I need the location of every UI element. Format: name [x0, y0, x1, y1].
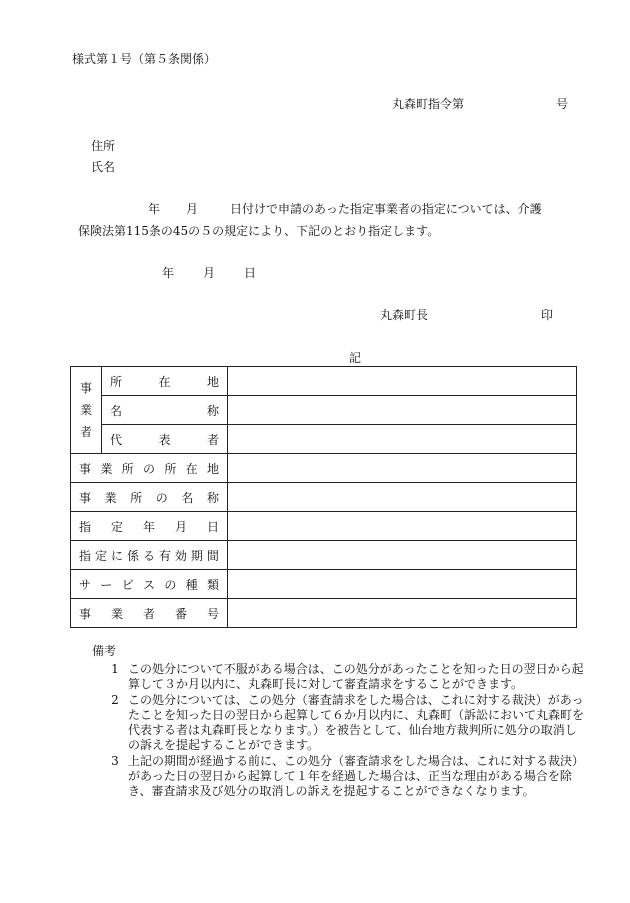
note-item [92, 693, 588, 753]
value-cell-service-type[interactable] [228, 570, 577, 599]
label-char: ス [142, 577, 155, 592]
value-cell-designation-date[interactable] [228, 512, 577, 541]
operator-group-char: 者 [79, 425, 92, 439]
row-label-office-name [71, 483, 228, 512]
value-cell-validity-period[interactable] [228, 541, 577, 570]
body-line1: 日付けで申請のあった指定事業者の指定については、介護 [230, 202, 542, 216]
document-number [392, 95, 569, 112]
label-char: 期 [190, 548, 203, 563]
label-char: 効 [174, 548, 187, 563]
label-char: の [155, 490, 168, 505]
label-char: 定 [94, 548, 107, 563]
label-char: 日 [206, 519, 219, 534]
table-row [71, 425, 577, 454]
note-number: 3 [111, 754, 119, 768]
date-month: 月 [203, 266, 216, 280]
label-char: 代 [110, 432, 123, 447]
label-char: 有 [158, 548, 171, 563]
body-line2: 保険法第115条の45の５の規定により、下記のとおり指定します。 [78, 224, 440, 238]
address-label: 住所 [91, 139, 116, 153]
row-label-operator-number [71, 599, 228, 628]
label-char: 定 [110, 519, 123, 534]
label-char: 指 [79, 519, 92, 534]
label-char: 号 [206, 606, 219, 621]
label-char: 年 [142, 519, 155, 534]
label-char: 表 [158, 432, 171, 447]
table-row [71, 483, 577, 512]
notes-section [92, 642, 588, 799]
label-char: ー [100, 577, 113, 592]
label-char: 者 [206, 432, 219, 447]
doc-number-suffix: 号 [556, 97, 569, 111]
row-label-designation-date [71, 512, 228, 541]
label-char: 業 [104, 490, 117, 505]
table-row [71, 570, 577, 599]
label-char: ビ [121, 577, 134, 592]
notes-title: 備考 [92, 644, 117, 658]
form-label: 様式第１号（第５条関係） [72, 52, 217, 66]
label-char: の [164, 577, 177, 592]
label-char: 在 [185, 461, 198, 476]
row-label-service-type [71, 570, 228, 599]
label-char: 指 [79, 548, 92, 563]
value-cell-office-location[interactable] [228, 454, 577, 483]
label-char: 業 [110, 606, 123, 621]
label-char: の [142, 461, 155, 476]
doc-number-prefix: 丸森町指令第 [392, 97, 465, 111]
label-char: 間 [206, 548, 219, 563]
label-char: 所 [121, 461, 134, 476]
table-row [71, 454, 577, 483]
note-text: この処分については、この処分（審査請求をした場合は、これに対する裁決）があったことを知った日の翌日から起算して６か月以内に、丸森町（訴訟において丸森町を代表する者は丸森町長となります。）を被告として、仙台地方裁判所に処分の取消しの訴えを提起することができます。 [128, 693, 585, 752]
row-label-validity-period [71, 541, 228, 570]
table-row [71, 512, 577, 541]
value-cell-office-name[interactable] [228, 483, 577, 512]
designation-table [70, 366, 577, 628]
note-number: 1 [111, 662, 119, 676]
note-text: この処分について不服がある場合は、この処分があったことを知った日の翌日から起算して３か月以内に、丸森町長に対して審査請求をすることができます。 [128, 662, 584, 691]
label-char: 類 [206, 577, 219, 592]
label-char: 者 [142, 606, 155, 621]
table-row [71, 541, 577, 570]
label-char: に [110, 548, 123, 563]
table-row [71, 599, 577, 628]
label-char: サ [79, 577, 92, 592]
value-cell-name[interactable] [228, 396, 577, 425]
label-char: る [142, 548, 155, 563]
label-char: 称 [206, 490, 219, 505]
label-char: 係 [126, 548, 139, 563]
ki-label: 記 [349, 351, 362, 365]
note-number: 2 [111, 693, 119, 707]
label-char: 所 [164, 461, 177, 476]
label-char: 事 [79, 461, 92, 476]
label-char: 事 [79, 490, 92, 505]
row-label-location [102, 367, 228, 396]
note-item [92, 754, 588, 799]
label-char: 事 [79, 606, 92, 621]
label-char: 称 [206, 403, 219, 418]
row-label-representative [102, 425, 228, 454]
label-char: 業 [100, 461, 113, 476]
value-cell-representative[interactable] [228, 425, 577, 454]
table-row [71, 367, 577, 396]
body-month-label: 月 [186, 202, 199, 216]
label-char: 月 [174, 519, 187, 534]
note-item [92, 662, 588, 692]
row-label-name [102, 396, 228, 425]
label-char: 番 [174, 606, 187, 621]
note-text: 上記の期間が経過する前に、この処分（審査請求をした場合は、これに対する裁決）があった日の翌日から起算して１年を経過した場合は、正当な理由がある場合を除き、審査請求及び処分の取消しの訴えを提起することができなくなります。 [128, 754, 585, 798]
label-char: 名 [181, 490, 194, 505]
date-day: 日 [244, 266, 257, 280]
issuer-title: 丸森町長 [380, 308, 429, 322]
operator-group-char: 事 [79, 381, 92, 395]
value-cell-location[interactable] [228, 367, 577, 396]
seal-mark: 印 [541, 308, 554, 322]
operator-group-label [71, 367, 102, 454]
label-char: 在 [158, 374, 171, 389]
date-year: 年 [162, 266, 175, 280]
label-char: 地 [206, 461, 219, 476]
table-row [71, 396, 577, 425]
value-cell-operator-number[interactable] [228, 599, 577, 628]
label-char: 所 [110, 374, 123, 389]
name-label: 氏名 [91, 160, 116, 174]
row-label-office-location [71, 454, 228, 483]
label-char: 種 [185, 577, 198, 592]
label-char: 地 [206, 374, 219, 389]
body-year-label: 年 [148, 202, 161, 216]
label-char: 名 [110, 403, 123, 418]
operator-group-char: 業 [79, 403, 92, 417]
label-char: 所 [130, 490, 143, 505]
